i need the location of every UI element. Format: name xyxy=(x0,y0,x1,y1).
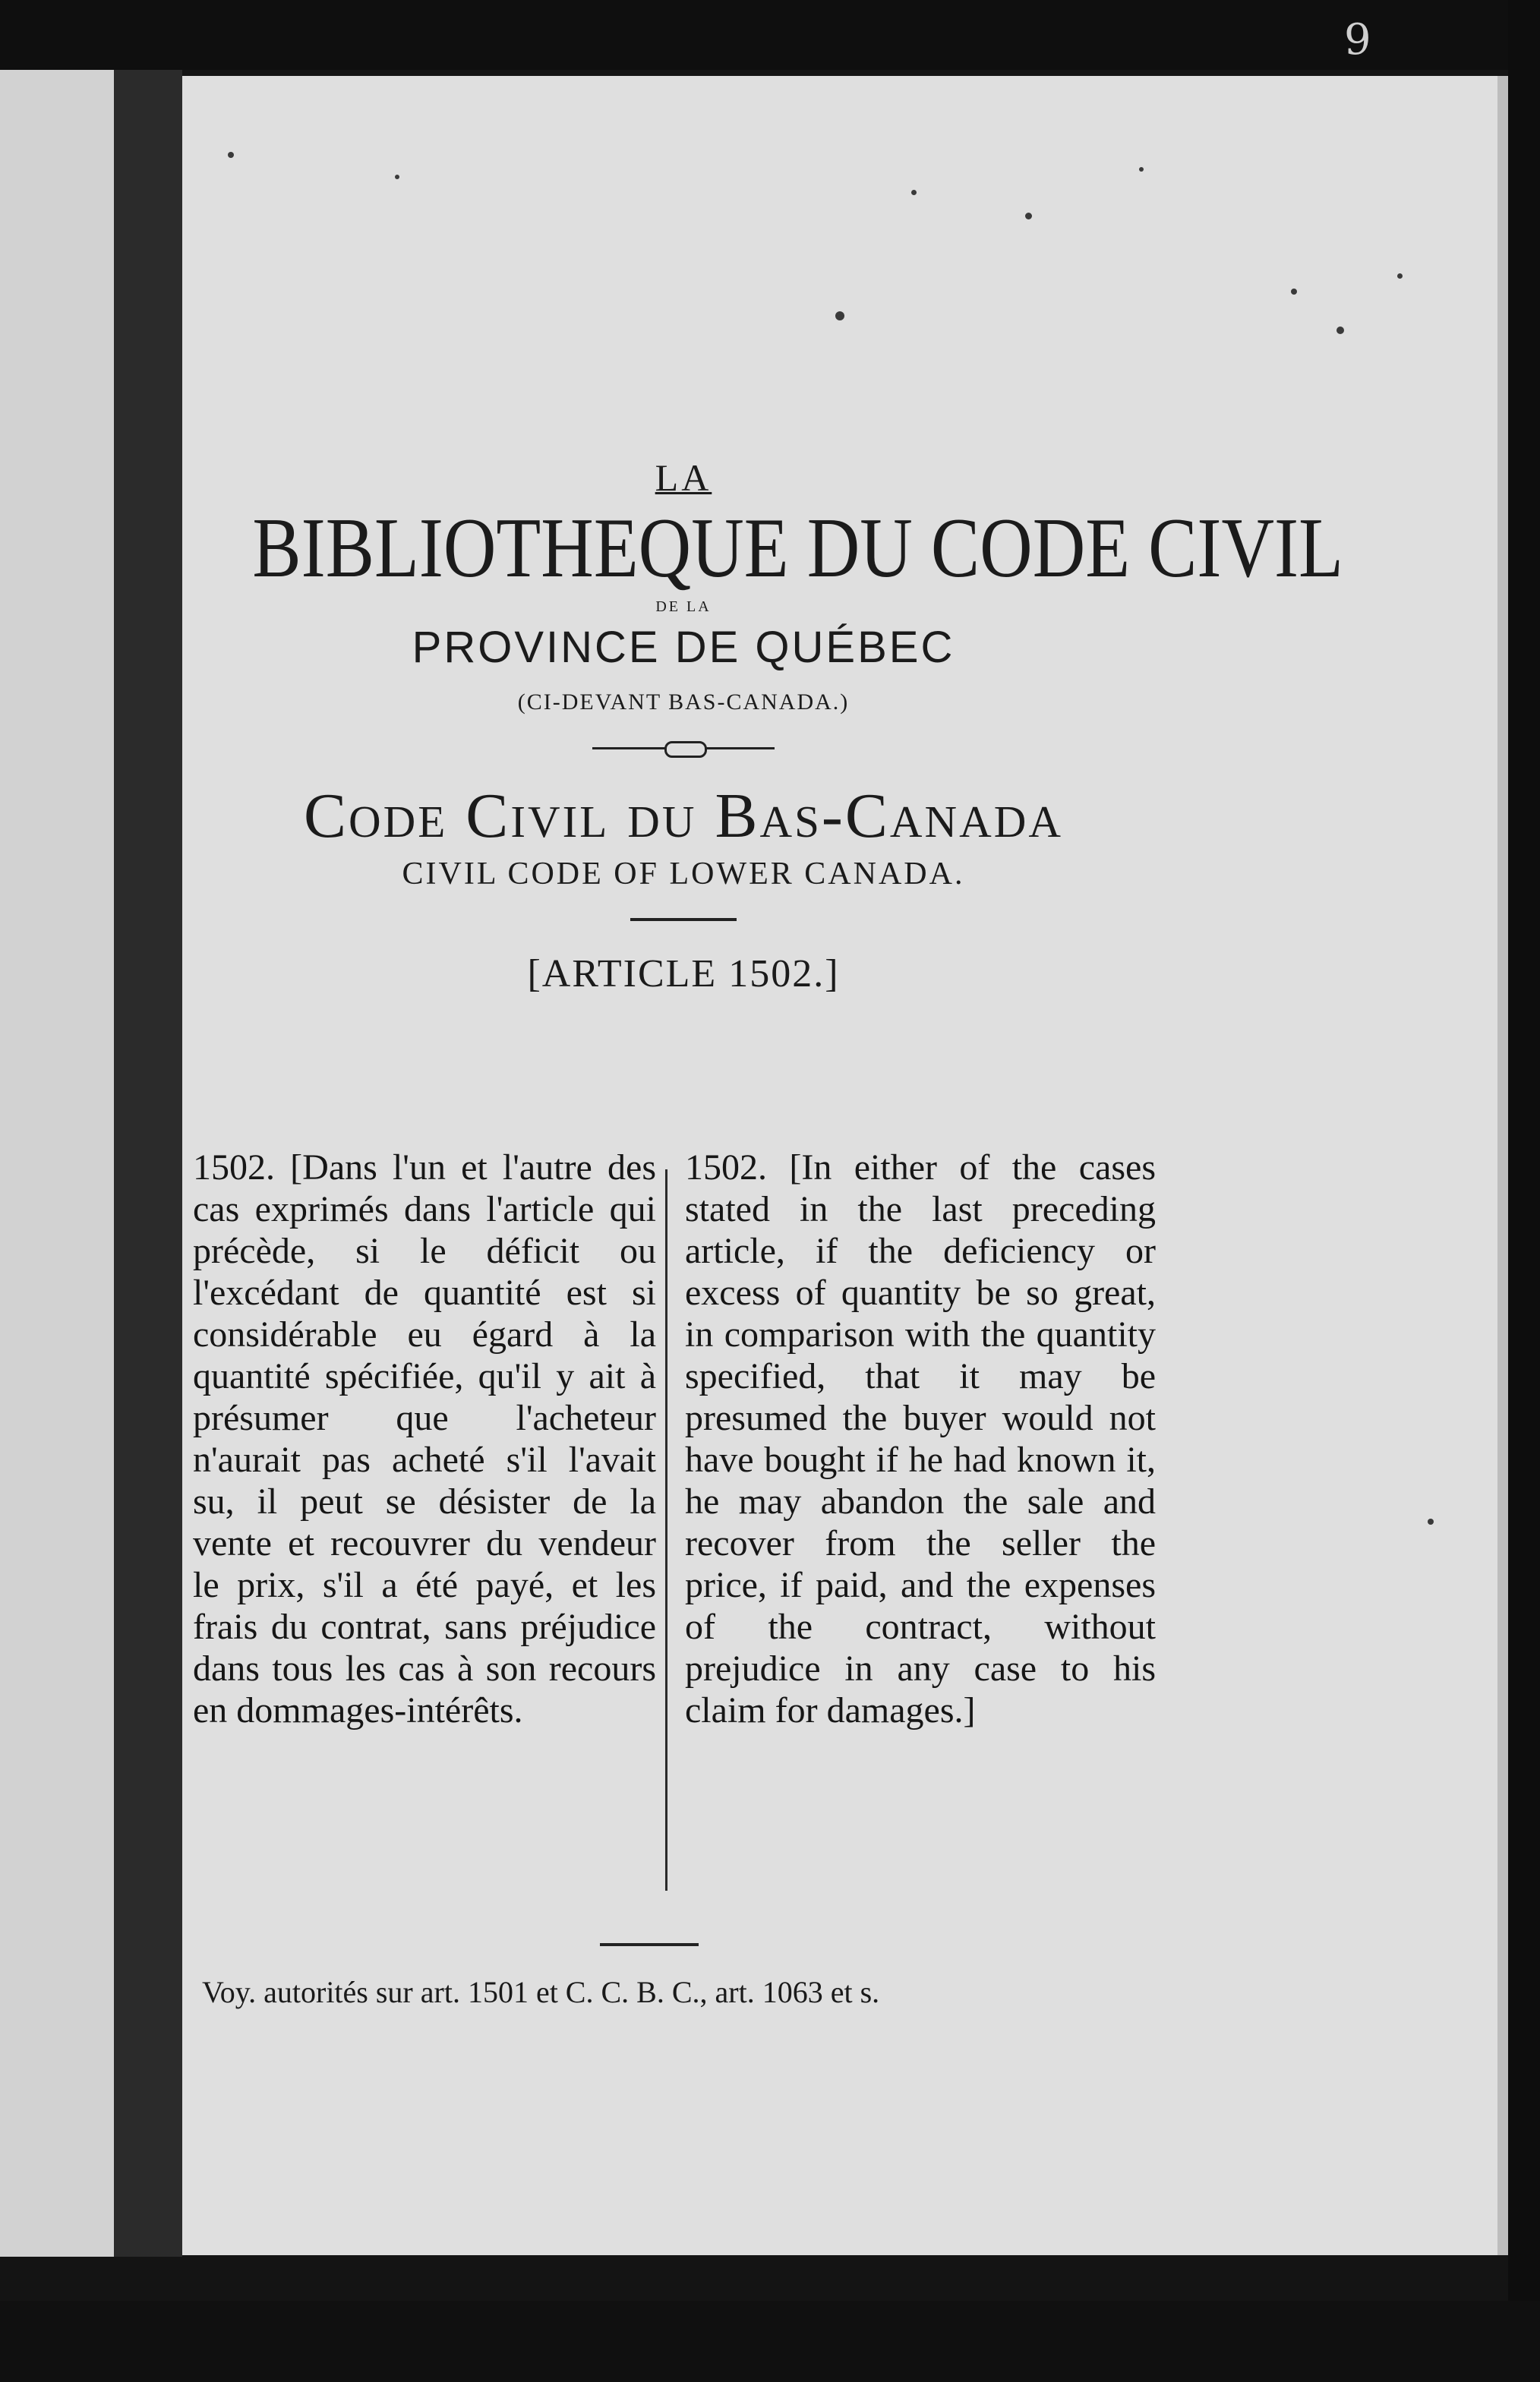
article-heading: [ARTICLE 1502.] xyxy=(527,952,840,995)
title-la: LA xyxy=(655,456,712,499)
foxing-speck xyxy=(1428,1519,1434,1525)
scan-border-top xyxy=(0,0,1540,70)
article-text-fr: 1502. [Dans l'un et l'autre des cas exprimés dans l'article qui précède, si le déficit ou l'excédant de quantité est si considérable eu égard à la quantité spécifiée, qu'il y ait à présumer que l'acheteur n'aurait pas acheté s'il l'avait su, il peut se désister de la vente et recouvrer du vendeur le prix, s'il a été payé, et les frais du contrat, sans préjudice dans tous les cas à son recours en dommages-intérêts. xyxy=(193,1147,656,1730)
foxing-speck xyxy=(1291,289,1297,295)
article-columns xyxy=(193,1147,1165,1891)
binding-gutter xyxy=(114,70,182,2257)
ornament-divider xyxy=(592,746,775,750)
article-text-en: 1502. [In either of the cases stated in the last preceding article, if the deficiency or excess of quantity be so great, in comparison with the quantity specified, that it may be presumed the buyer would not have bought if he had known it, he may abandon the sale and recover from the seller the price, if paid, and the expenses of the contract, without prejudice in any case to his claim for damages.] xyxy=(685,1147,1156,1730)
title-de-la: DE LA xyxy=(655,598,712,615)
page-mark: 9 xyxy=(1344,15,1371,65)
foxing-speck xyxy=(1397,273,1403,279)
foxing-speck xyxy=(1025,213,1032,219)
code-title-fr: Code Civil du Bas-Canada xyxy=(304,781,1063,851)
code-title-en: CIVIL CODE OF LOWER CANADA. xyxy=(402,857,965,891)
column-divider xyxy=(665,1169,667,1891)
title-province: PROVINCE DE QUÉBEC xyxy=(412,623,955,672)
foxing-speck xyxy=(228,152,234,158)
title-bibliotheque: BIBLIOTHEQUE DU CODE CIVIL xyxy=(252,501,1343,595)
footnote-rule xyxy=(600,1943,699,1946)
section-rule xyxy=(630,918,737,921)
footnote: Voy. autorités sur art. 1501 et C. C. B. C., art. 1063 et s. xyxy=(202,1975,880,2009)
scan-border-right xyxy=(1508,0,1540,2382)
foxing-speck xyxy=(835,311,844,320)
previous-page-edge xyxy=(0,70,114,2257)
foxing-speck xyxy=(395,175,399,179)
title-ci-devant: (CI-DEVANT BAS-CANADA.) xyxy=(517,689,850,715)
title-block xyxy=(182,456,1343,996)
foxing-speck xyxy=(1139,167,1144,172)
scan-border-bottom xyxy=(0,2301,1540,2382)
foxing-speck xyxy=(911,190,917,195)
foxing-speck xyxy=(1336,327,1344,334)
